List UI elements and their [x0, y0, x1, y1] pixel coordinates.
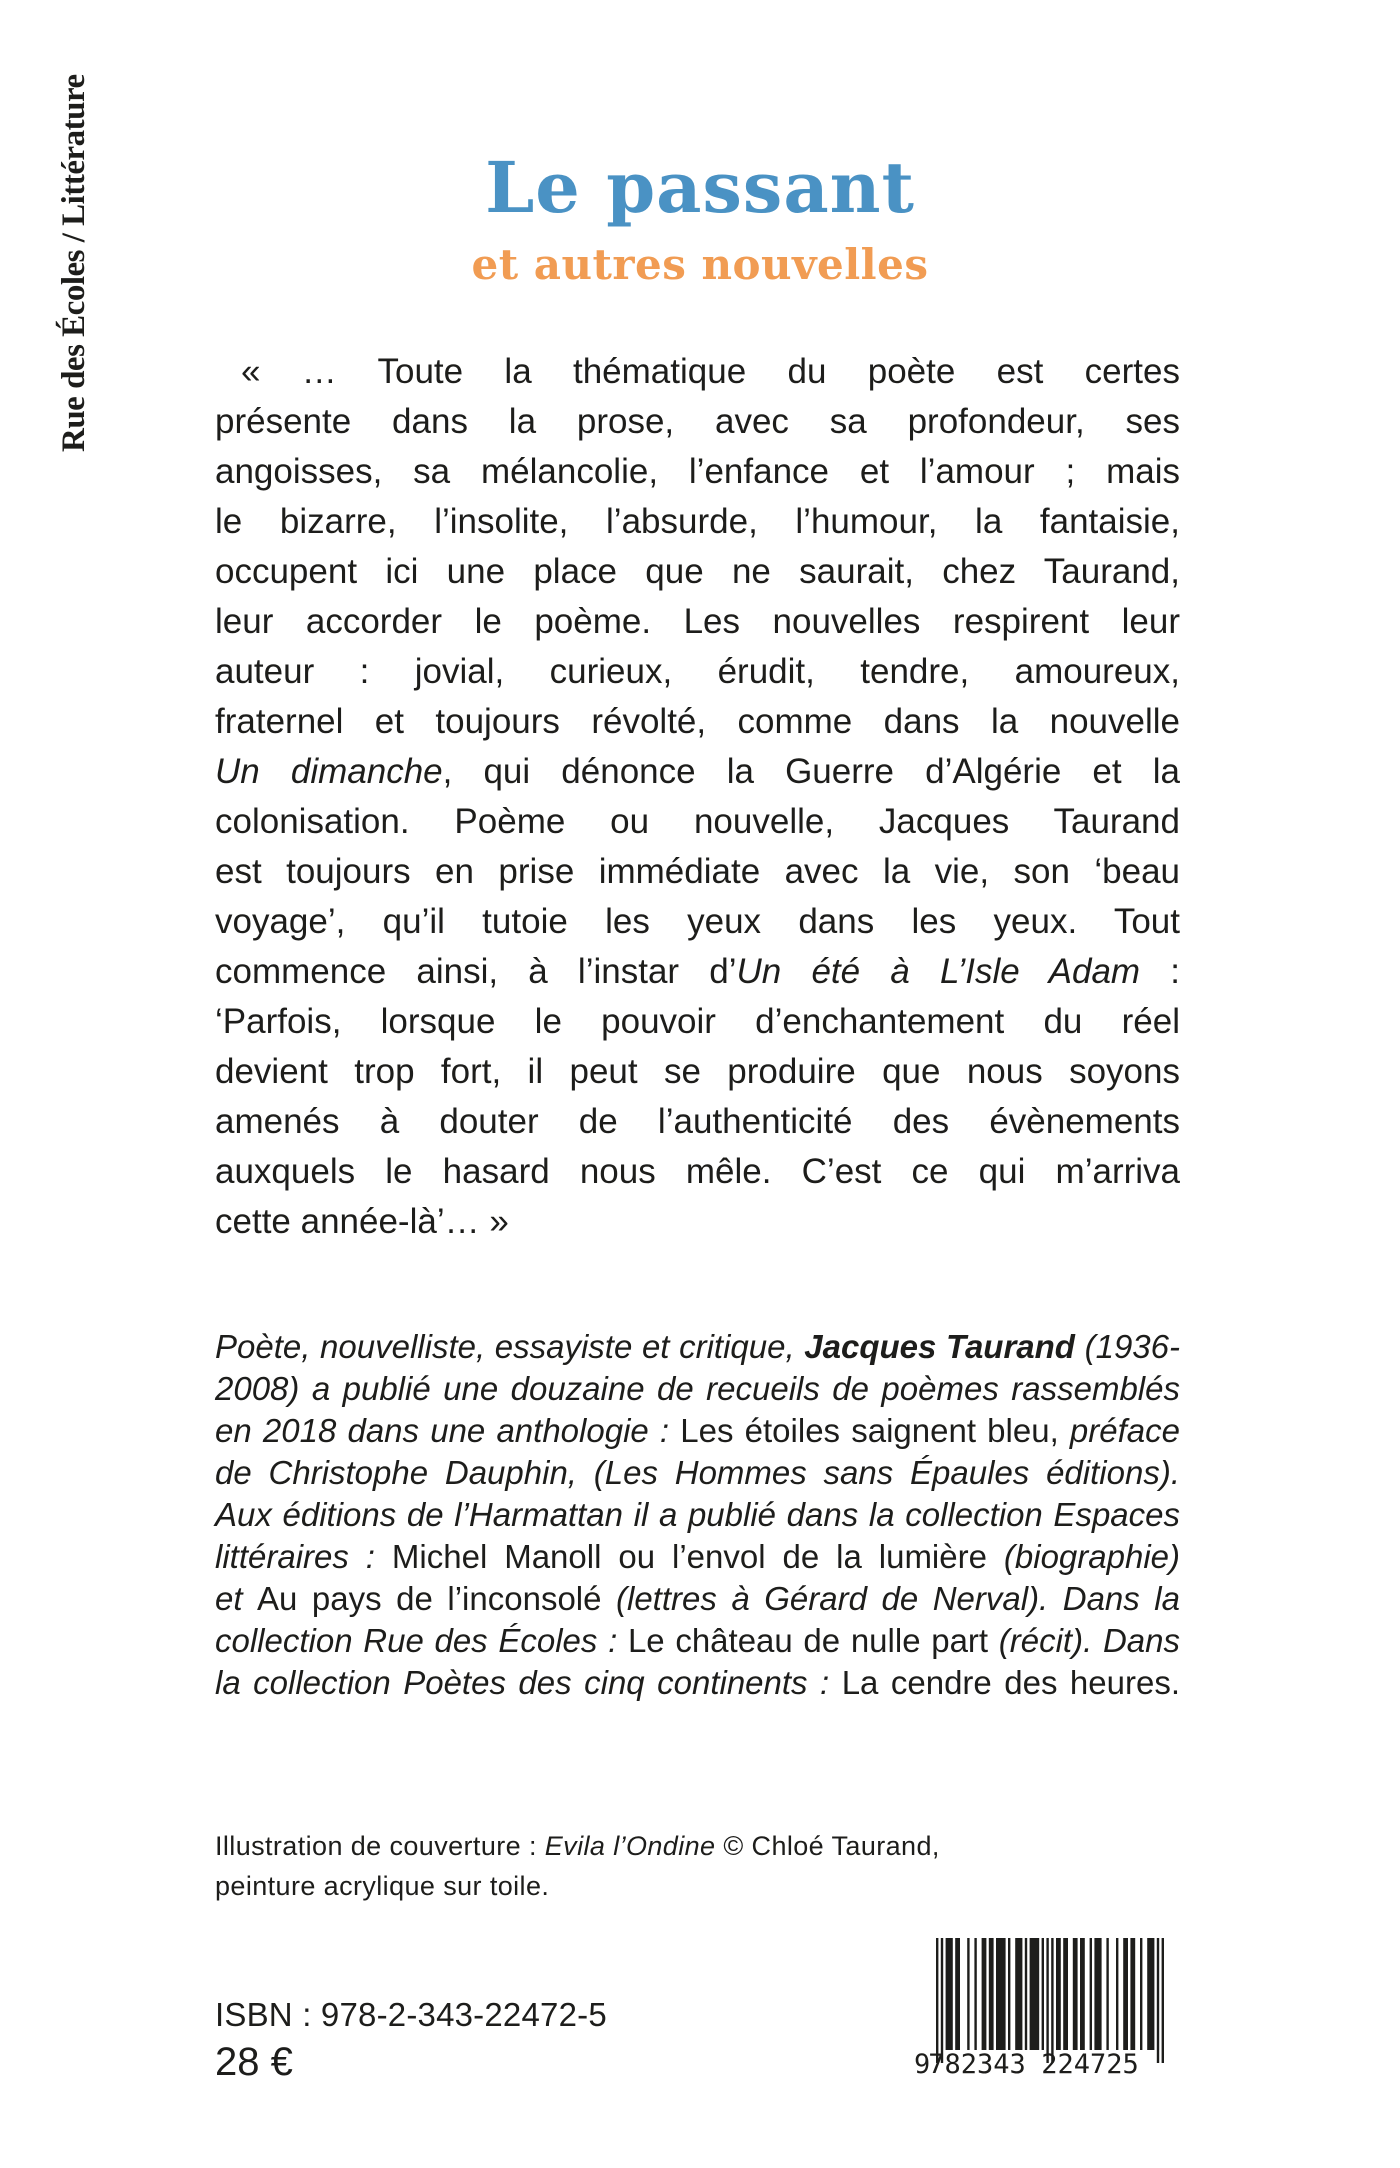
- text-segment: Michel Manoll ou l’envol de la lumière: [391, 1538, 987, 1575]
- text-line: [215, 747, 1180, 797]
- text-segment: Un été à L’Isle Adam: [736, 952, 1141, 991]
- text-segment: fraternel et toujours révolté, comme dans la nouvelle: [215, 702, 1180, 741]
- text-line: [215, 497, 1180, 547]
- text-segment: colonisation. Poème ou nouvelle, Jacques Taurand: [215, 802, 1180, 841]
- text-segment: peinture acrylique sur toile.: [215, 1871, 550, 1901]
- text-line: [215, 1047, 1180, 1097]
- text-line: [215, 697, 1180, 747]
- text-line: [215, 1826, 1115, 1866]
- text-segment: préface: [1058, 1412, 1180, 1449]
- ean13-barcode: [916, 1938, 1186, 2088]
- text-segment: La cendre des heures.: [841, 1664, 1180, 1701]
- text-segment: (biographie): [986, 1538, 1181, 1575]
- quote-paragraph: [215, 347, 1180, 1247]
- text-line: [215, 347, 1180, 397]
- text-line: [215, 797, 1180, 847]
- text-line: [215, 1866, 1115, 1906]
- text-line: [215, 1452, 1180, 1494]
- barcode-right-digits: 224725: [1041, 2049, 1139, 2080]
- price-text: 28 €: [215, 2040, 293, 2084]
- text-segment: angoisses, sa mélancolie, l’enfance et l’amour ; mais: [215, 452, 1180, 491]
- text-line: [215, 897, 1180, 947]
- text-segment: voyage’, qu’il tutoie les yeux dans les yeux. Tout: [215, 902, 1180, 941]
- text-line: [215, 1368, 1180, 1410]
- text-line: [215, 1578, 1180, 1620]
- barcode-first-digit: 9: [914, 2049, 931, 2080]
- text-line: [215, 1494, 1180, 1536]
- text-segment: devient trop fort, il peut se produire que nous soyons: [215, 1052, 1180, 1091]
- text-line: [215, 997, 1180, 1047]
- barcode-bars: [936, 1938, 1168, 2066]
- text-line: [215, 597, 1180, 647]
- text-segment: Un dimanche: [215, 752, 443, 791]
- text-segment: leur accorder le poème. Les nouvelles respirent leur: [215, 602, 1180, 641]
- author-bio-paragraph: [215, 1326, 1180, 1704]
- text-line: [215, 847, 1180, 897]
- text-segment: la collection Poètes des cinq continents :: [215, 1664, 842, 1701]
- text-line: [215, 947, 1180, 997]
- text-line: [215, 1620, 1180, 1662]
- text-segment: Les étoiles saignent bleu,: [680, 1412, 1059, 1449]
- text-segment: auteur : jovial, curieux, érudit, tendre, amoureux,: [215, 652, 1180, 691]
- text-line: [215, 1536, 1180, 1578]
- text-line: [215, 647, 1180, 697]
- text-line: [215, 397, 1180, 447]
- text-line: [215, 1326, 1180, 1368]
- text-segment: « … Toute la thématique du poète est certes: [241, 352, 1180, 391]
- text-line: [215, 1410, 1180, 1452]
- text-segment: et: [215, 1580, 258, 1617]
- cover-illustration-credit: [215, 1826, 1115, 1906]
- text-segment: :: [1140, 952, 1180, 991]
- isbn-text: ISBN : 978-2-343-22472-5: [215, 1996, 607, 2033]
- text-line: [215, 1097, 1180, 1147]
- text-line: [215, 447, 1180, 497]
- text-segment: Evila l’Ondine: [544, 1831, 716, 1861]
- barcode-left-digits: 782343: [928, 2049, 1026, 2080]
- text-segment: amenés à douter de l’authenticité des évènements: [215, 1102, 1180, 1141]
- text-line: [215, 1147, 1180, 1197]
- book-subtitle: et autres nouvelles: [471, 240, 929, 289]
- text-line: [215, 1197, 1180, 1247]
- text-segment: Illustration de couverture :: [215, 1831, 545, 1861]
- text-line: [215, 1662, 1180, 1704]
- text-segment: (récit). Dans: [988, 1622, 1180, 1659]
- text-segment: (1936-: [1074, 1328, 1180, 1365]
- text-segment: (lettres à Gérard de Nerval). Dans la: [601, 1580, 1180, 1617]
- text-segment: Jacques Taurand: [804, 1328, 1075, 1365]
- text-segment: occupent ici une place que ne saurait, chez Taurand,: [215, 552, 1180, 591]
- text-segment: © Chloé Taurand,: [715, 1831, 940, 1861]
- text-segment: commence ainsi, à l’instar d’: [215, 952, 737, 991]
- text-segment: , qui dénonce la Guerre d’Algérie et la: [442, 752, 1180, 791]
- text-segment: collection Rue des Écoles :: [215, 1622, 628, 1659]
- text-segment: littéraires :: [215, 1538, 392, 1575]
- book-title: Le passant: [485, 146, 915, 229]
- text-segment: Le château de nulle part: [627, 1622, 989, 1659]
- text-segment: de Christophe Dauphin, (Les Hommes sans Épaules éditions).: [215, 1454, 1180, 1491]
- text-segment: cette année-là’… »: [215, 1202, 509, 1241]
- text-segment: Poète, nouvelliste, essayiste et critique,: [215, 1328, 805, 1365]
- text-segment: Au pays de l’inconsolé: [257, 1580, 602, 1617]
- collection-label: Rue des Écoles / Littérature: [56, 74, 92, 452]
- text-segment: 2008) a publié une douzaine de recueils de poèmes rassemblés: [215, 1370, 1180, 1407]
- text-segment: présente dans la prose, avec sa profondeur, ses: [215, 402, 1180, 441]
- text-segment: ‘Parfois, lorsque le pouvoir d’enchantement du réel: [215, 1002, 1180, 1041]
- text-segment: Aux éditions de l’Harmattan il a publié dans la collection Espaces: [215, 1496, 1180, 1533]
- text-segment: le bizarre, l’insolite, l’absurde, l’humour, la fantaisie,: [215, 502, 1180, 541]
- text-segment: auxquels le hasard nous mêle. C’est ce qui m’arriva: [215, 1152, 1180, 1191]
- text-segment: est toujours en prise immédiate avec la vie, son ‘beau: [215, 852, 1180, 891]
- text-line: [215, 547, 1180, 597]
- text-segment: en 2018 dans une anthologie :: [215, 1412, 681, 1449]
